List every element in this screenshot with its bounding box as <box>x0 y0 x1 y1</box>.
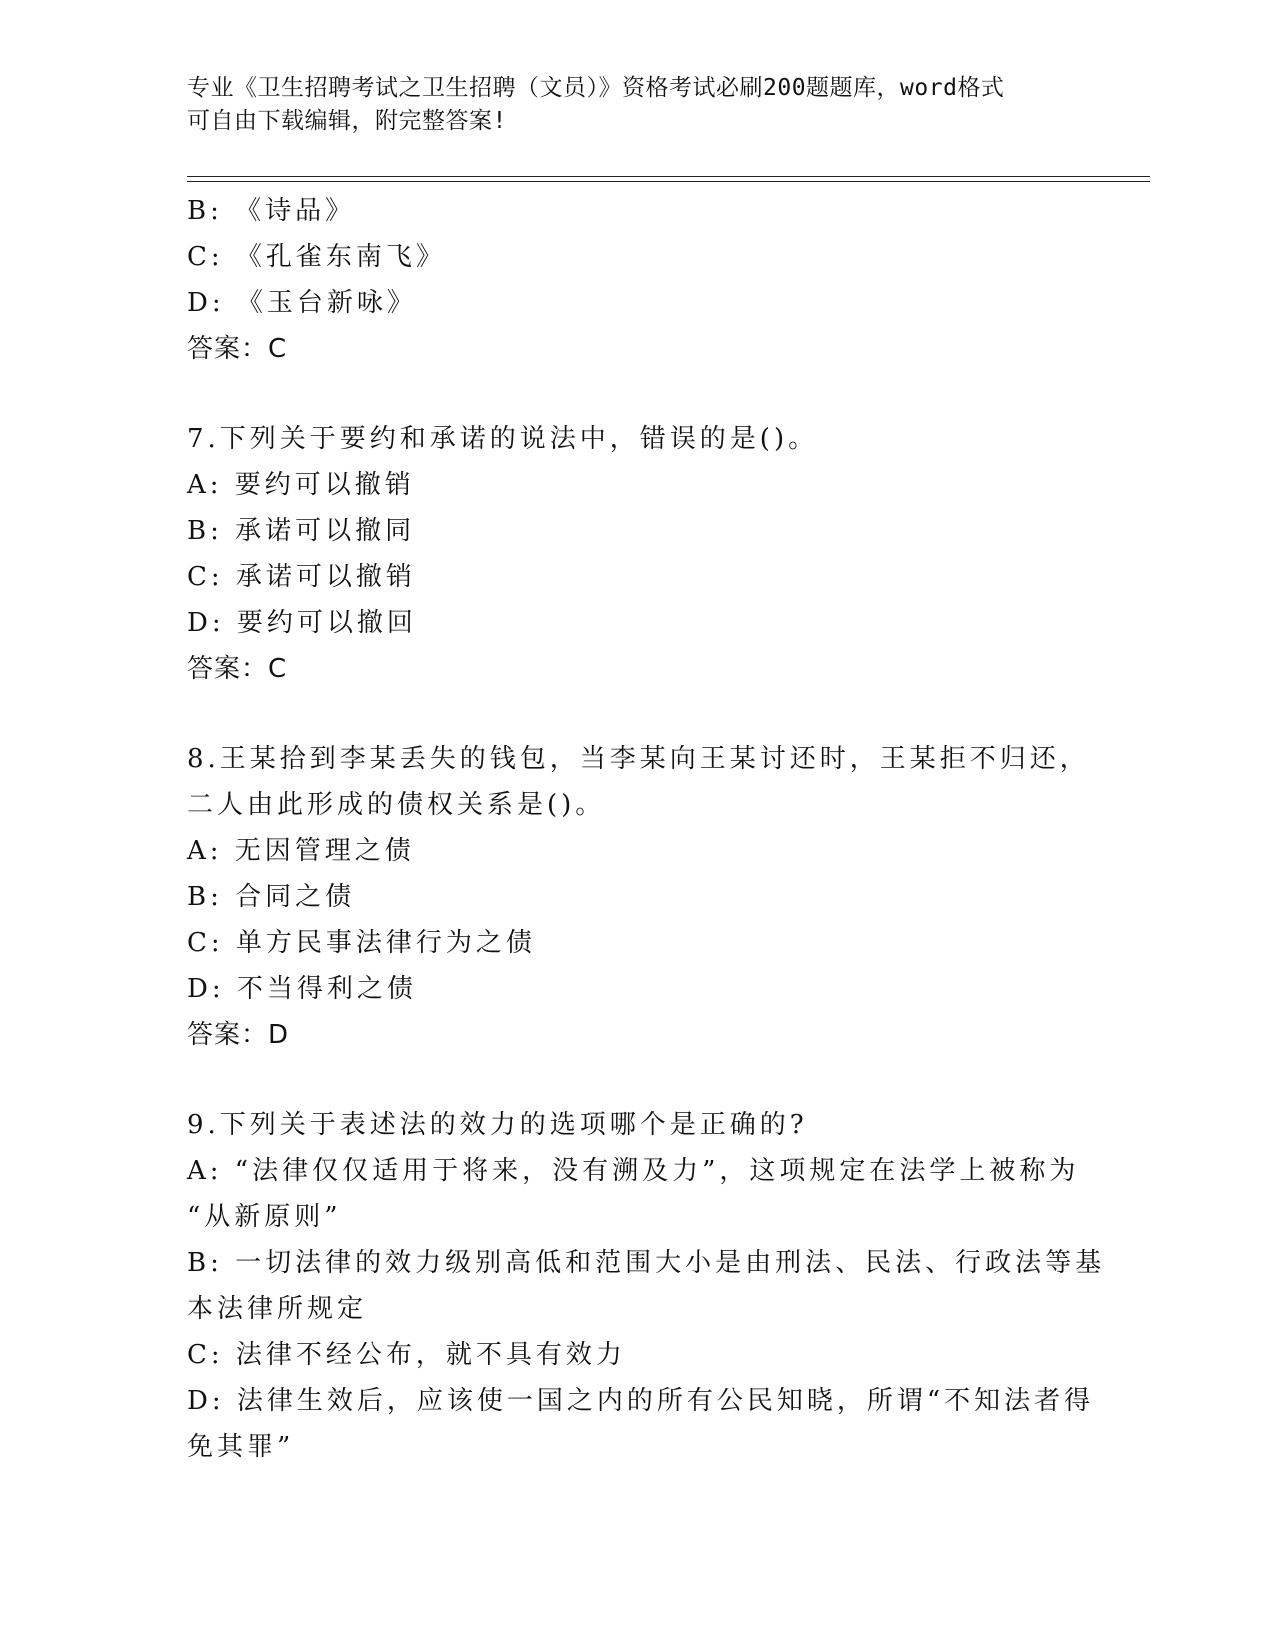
answer-label: 答案：C <box>187 654 288 684</box>
answer-label: 答案：D <box>187 1020 290 1050</box>
document-title-line-2: 可自由下载编辑，附完整答案! <box>187 108 507 134</box>
question-text-line-2: 二人由此形成的债权关系是()。 <box>187 790 606 820</box>
option-d: D: 要约可以撤回 <box>187 608 417 638</box>
option-c: C: 承诺可以撤销 <box>187 562 416 592</box>
question-8 <box>187 736 1090 1058</box>
option-c: C: 单方民事法律行为之债 <box>187 928 536 958</box>
option-d-line-1: D: 法律生效后，应该使一国之内的所有公民知晓，所谓“不知法者得 <box>187 1386 1095 1416</box>
option-d: D: 《玉台新咏》 <box>187 288 417 318</box>
question-list <box>187 188 1106 1470</box>
question-text: 9.下列关于表述法的效力的选项哪个是正确的? <box>187 1110 808 1140</box>
header-divider <box>187 176 1150 182</box>
option-b-line-2: 本法律所规定 <box>187 1294 368 1324</box>
option-c: C: 法律不经公布，就不具有效力 <box>187 1340 626 1370</box>
question-6-tail <box>187 188 1087 372</box>
question-text: 7.下列关于要约和承诺的说法中，错误的是()。 <box>187 424 819 454</box>
option-b: B: 合同之债 <box>187 882 356 912</box>
document-title-line-1: 专业《卫生招聘考试之卫生招聘（文员）》资格考试必刷200题题库，word格式 <box>187 75 1005 101</box>
question-7 <box>187 416 1087 692</box>
option-a-line-1: A: “法律仅仅适用于将来，没有溯及力”，这项规定在法学上被称为 <box>187 1156 1080 1186</box>
option-b: B: 承诺可以撤同 <box>187 516 416 546</box>
spacer <box>187 692 1087 736</box>
option-a-line-2: “从新原则” <box>187 1202 342 1232</box>
question-9 <box>187 1102 1106 1470</box>
option-a: A: 无因管理之债 <box>187 836 415 866</box>
option-b: B: 《诗品》 <box>187 196 356 226</box>
option-c: C: 《孔雀东南飞》 <box>187 242 446 272</box>
question-text-line-1: 8.王某拾到李某丢失的钱包，当李某向王某讨还时，王某拒不归还， <box>187 744 1090 774</box>
document-header <box>187 72 1067 138</box>
option-b-line-1: B: 一切法律的效力级别高低和范围大小是由刑法、民法、行政法等基 <box>187 1248 1106 1278</box>
option-d-line-2: 免其罪” <box>187 1432 295 1462</box>
option-a: A: 要约可以撤销 <box>187 470 415 500</box>
answer-label: 答案：C <box>187 334 288 364</box>
spacer <box>187 1058 1087 1102</box>
spacer <box>187 372 1087 416</box>
option-d: D: 不当得利之债 <box>187 974 417 1004</box>
